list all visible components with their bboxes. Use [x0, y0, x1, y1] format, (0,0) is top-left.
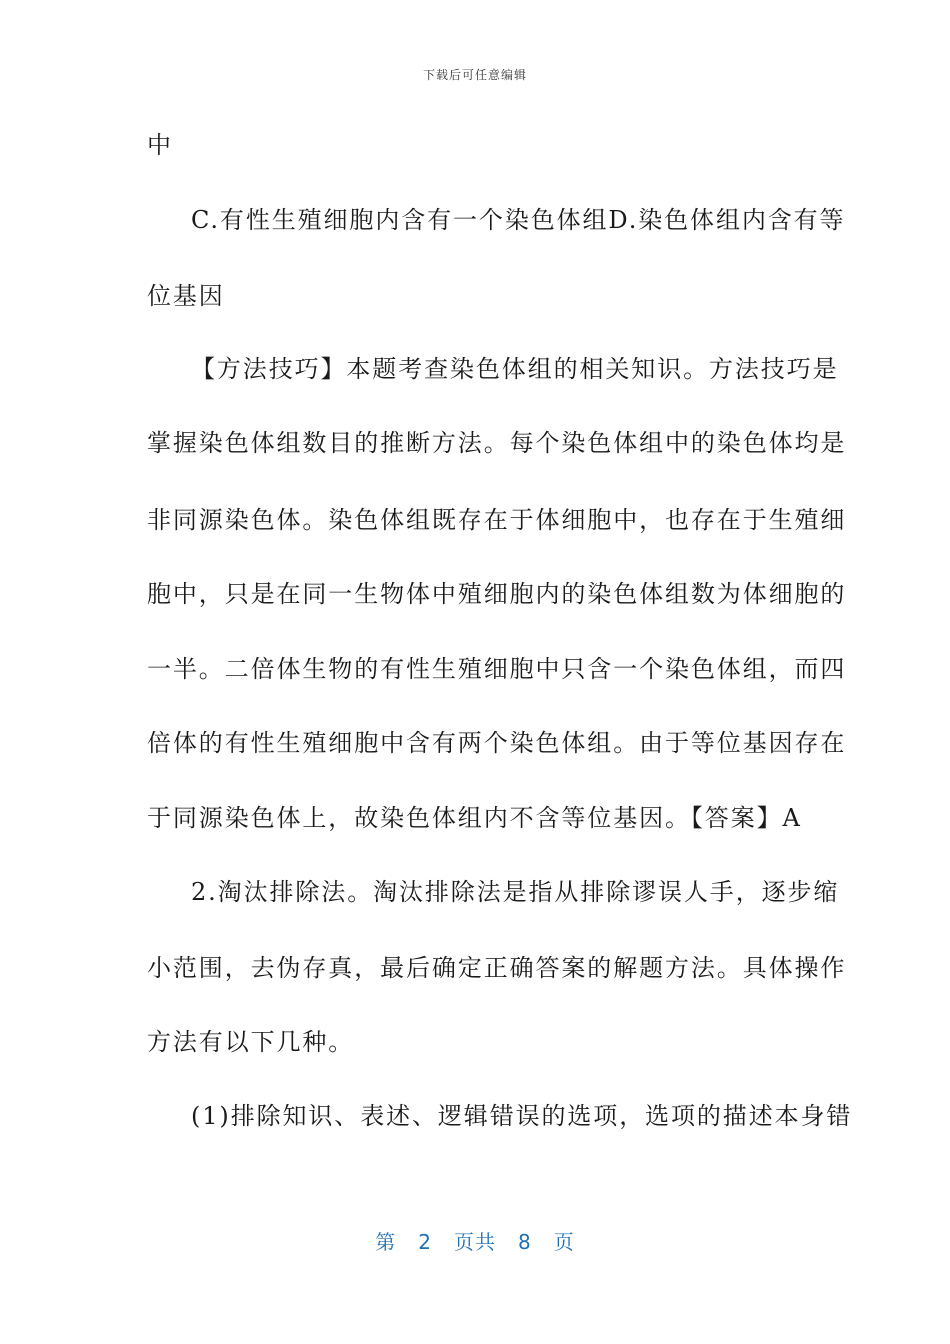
body-line: 【方法技巧】本题考查染色体组的相关知识。方法技巧是	[191, 355, 839, 383]
page-header: 下载后可任意编辑	[422, 68, 527, 82]
page-footer	[0, 1226, 950, 1255]
body-line: 于同源染色体上，故染色体组内不含等位基因。【答案】A	[147, 804, 802, 832]
body-line: 方法有以下几种。	[147, 1028, 355, 1056]
footer-suffix: 页	[553, 1230, 575, 1254]
footer-prefix: 第	[375, 1230, 397, 1254]
body-line: 胞中，只是在同一生物体中殖细胞内的染色体组数为体细胞的	[147, 580, 847, 608]
footer-total-pages: 8	[518, 1230, 532, 1254]
body-line: 非同源染色体。染色体组既存在于体细胞中，也存在于生殖细	[147, 506, 847, 534]
body-line: 倍体的有性生殖细胞中含有两个染色体组。由于等位基因存在	[147, 729, 847, 757]
body-line: 掌握染色体组数目的推断方法。每个染色体组中的染色体均是	[147, 429, 847, 457]
body-line: 小范围，去伪存真，最后确定正确答案的解题方法。具体操作	[147, 954, 847, 982]
body-line: C.有性生殖细胞内含有一个染色体组D.染色体组内含有等	[191, 206, 846, 234]
body-line: (1)排除知识、表述、逻辑错误的选项，选项的描述本身错	[191, 1102, 853, 1130]
footer-current-page: 2	[418, 1230, 432, 1254]
body-line: 2.淘汰排除法。淘汰排除法是指从排除谬误人手，逐步缩	[191, 878, 840, 906]
footer-middle: 页共	[454, 1230, 496, 1254]
body-line: 中	[147, 131, 173, 159]
body-line: 一半。二倍体生物的有性生殖细胞中只含一个染色体组，而四	[147, 655, 847, 683]
body-line: 位基因	[147, 282, 225, 310]
